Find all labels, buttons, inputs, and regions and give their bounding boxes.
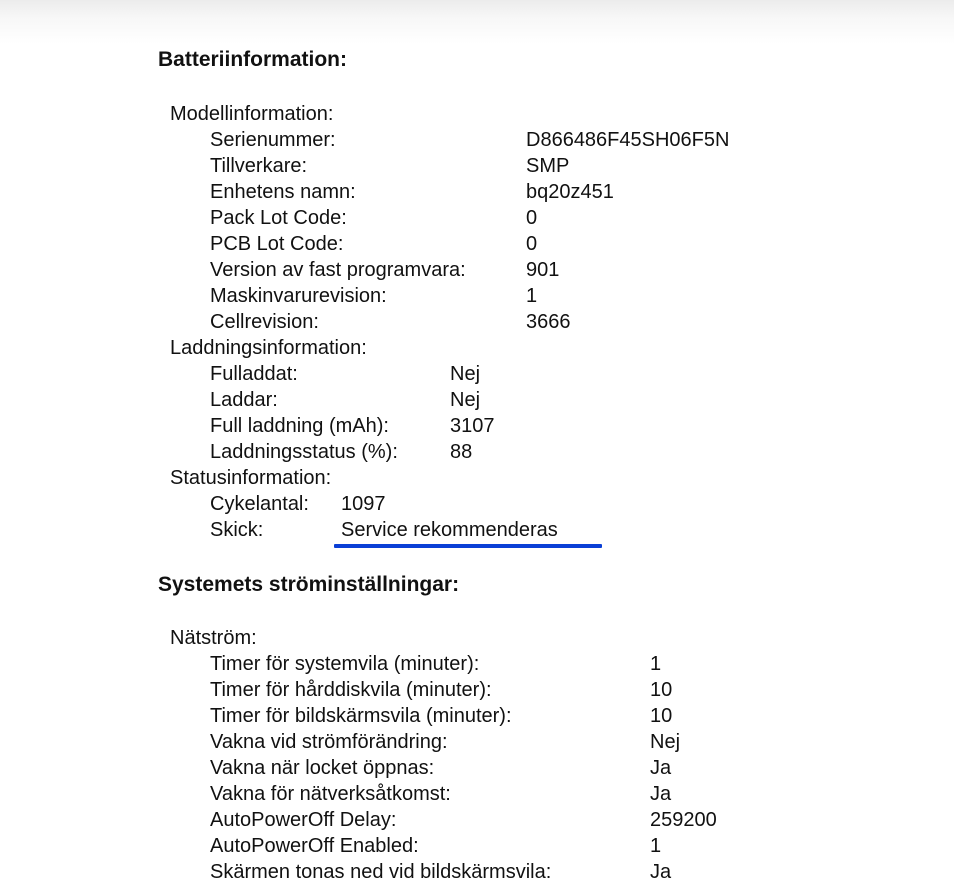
info-key: Cykelantal: — [210, 493, 309, 515]
info-value: 0 — [526, 233, 538, 255]
info-value: 1 — [650, 653, 662, 675]
condition-value: Service rekommenderas — [341, 519, 558, 541]
info-key: Enhetens namn: — [210, 181, 356, 203]
info-value: Nej — [450, 389, 481, 411]
info-row-cycle-count — [210, 491, 910, 517]
info-row-cell-revision — [210, 309, 910, 335]
info-value: 10 — [650, 705, 673, 727]
info-row-autopoweroff-enabled — [210, 833, 910, 859]
info-value: SMP — [526, 155, 570, 177]
info-key: Laddar: — [210, 389, 278, 411]
info-value: D866486F45SH06F5N — [526, 129, 730, 151]
info-row-charge-percent — [210, 439, 910, 465]
info-value: 0 — [526, 207, 538, 229]
info-row-fully-charged — [210, 361, 910, 387]
info-value: 1 — [526, 285, 538, 307]
info-row-disk-sleep-timer — [210, 677, 910, 703]
info-row-device-name — [210, 179, 910, 205]
info-key: Skick: — [210, 519, 264, 541]
info-key: Vakna vid strömförändring: — [210, 731, 448, 753]
status-info-label: Statusinformation: — [170, 467, 332, 489]
info-key: Serienummer: — [210, 129, 336, 151]
info-row-wake-on-lid-open — [210, 755, 910, 781]
info-row-display-sleep-timer — [210, 703, 910, 729]
info-key: Fulladdat: — [210, 363, 298, 385]
info-key: Cellrevision: — [210, 311, 319, 333]
info-row-pcb-lot-code — [210, 231, 910, 257]
info-key: Tillverkare: — [210, 155, 308, 177]
window-top-edge — [0, 0, 954, 44]
info-key: Timer för systemvila (minuter): — [210, 653, 480, 675]
info-row-wake-on-power-change — [210, 729, 910, 755]
info-key: Vakna när locket öppnas: — [210, 757, 435, 779]
info-row-manufacturer — [210, 153, 910, 179]
info-row-condition — [210, 517, 910, 543]
info-value: Ja — [650, 783, 672, 805]
info-row-autopoweroff-delay — [210, 807, 910, 833]
info-row-hardware-revision — [210, 283, 910, 309]
info-row-display-dim-on-sleep — [210, 859, 910, 885]
info-key: Laddningsstatus (%): — [210, 441, 398, 463]
info-key: Timer för hårddiskvila (minuter): — [210, 679, 492, 701]
battery-info-heading: Batteriinformation: — [158, 48, 347, 71]
info-key: Vakna för nätverksåtkomst: — [210, 783, 451, 805]
info-value: 10 — [650, 679, 673, 701]
info-value: Ja — [650, 757, 672, 779]
info-key: PCB Lot Code: — [210, 233, 344, 255]
info-value: bq20z451 — [526, 181, 614, 203]
info-value: 3107 — [450, 415, 495, 437]
info-row-full-charge-capacity — [210, 413, 910, 439]
info-value: Nej — [450, 363, 481, 385]
info-value: 901 — [526, 259, 560, 281]
charge-info-label: Laddningsinformation: — [170, 337, 367, 359]
ac-power-label: Nätström: — [170, 627, 257, 649]
power-settings-heading: Systemets ströminställningar: — [158, 573, 460, 596]
model-info-label: Modellinformation: — [170, 103, 334, 125]
info-key: Full laddning (mAh): — [210, 415, 389, 437]
info-row-pack-lot-code — [210, 205, 910, 231]
info-row-wake-on-network — [210, 781, 910, 807]
info-value: Nej — [650, 731, 681, 753]
info-key: AutoPowerOff Enabled: — [210, 835, 419, 857]
info-row-charging — [210, 387, 910, 413]
info-value: 88 — [450, 441, 473, 463]
info-row-serial-number — [210, 127, 910, 153]
info-value: Ja — [650, 861, 672, 883]
info-value: 1 — [650, 835, 662, 857]
info-key: AutoPowerOff Delay: — [210, 809, 397, 831]
info-key: Version av fast programvara: — [210, 259, 466, 281]
info-key: Pack Lot Code: — [210, 207, 347, 229]
info-key: Maskinvarurevision: — [210, 285, 387, 307]
info-value: 1097 — [341, 493, 386, 515]
condition-highlight-underline — [334, 544, 602, 548]
info-row-system-sleep-timer — [210, 651, 910, 677]
info-key: Timer för bildskärmsvila (minuter): — [210, 705, 512, 727]
info-value: 3666 — [526, 311, 571, 333]
info-row-firmware-version — [210, 257, 910, 283]
info-key: Skärmen tonas ned vid bildskärmsvila: — [210, 861, 552, 883]
info-value: 259200 — [650, 809, 717, 831]
